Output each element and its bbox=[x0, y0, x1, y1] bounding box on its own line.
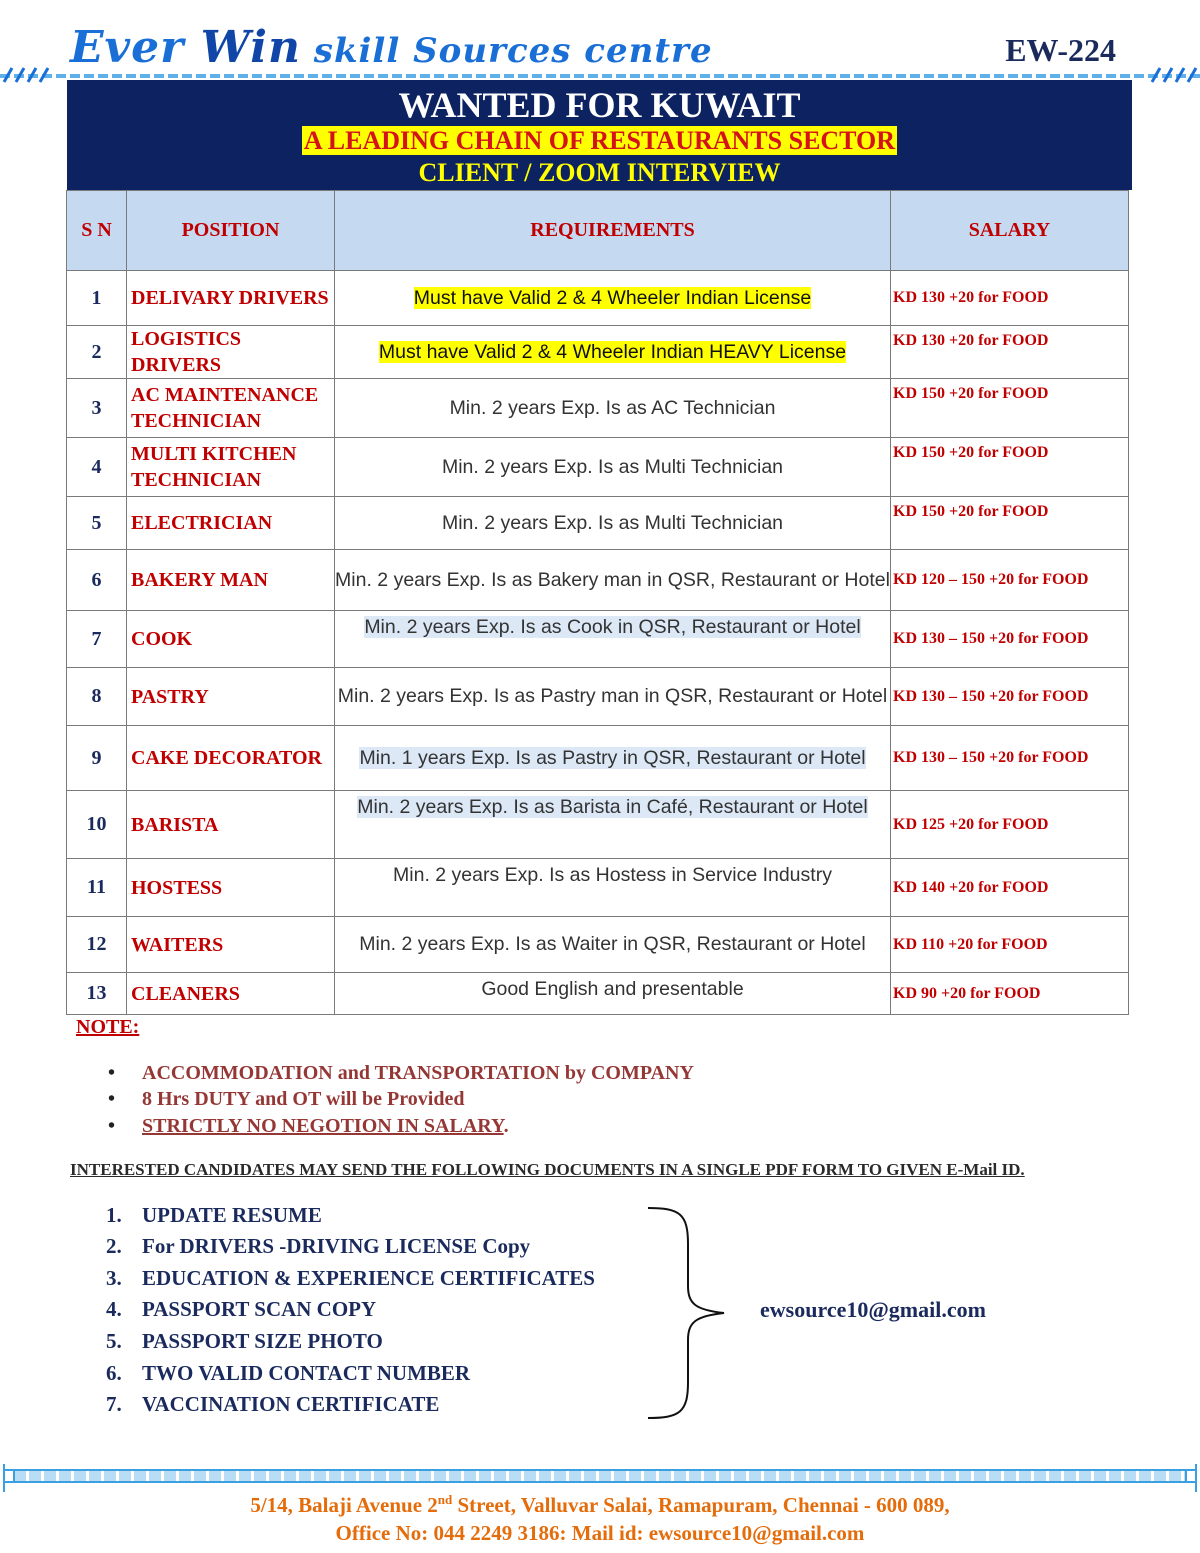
row-sn: 8 bbox=[67, 668, 127, 726]
row-sn: 5 bbox=[67, 497, 127, 550]
list-item bbox=[106, 1361, 470, 1386]
table-row bbox=[67, 611, 1129, 668]
table-row bbox=[67, 726, 1129, 791]
row-requirements: Min. 2 years Exp. Is as Hostess in Service Industry bbox=[335, 859, 891, 917]
table-row bbox=[67, 497, 1129, 550]
row-position: WAITERS bbox=[127, 917, 335, 973]
row-salary: KD 110 +20 for FOOD bbox=[891, 917, 1129, 973]
row-salary: KD 130 +20 for FOOD bbox=[891, 326, 1129, 379]
table-row bbox=[67, 550, 1129, 611]
list-text: PASSPORT SIZE PHOTO bbox=[142, 1329, 383, 1353]
list-number: 6. bbox=[106, 1361, 122, 1385]
address-part: 5/14, Balaji Avenue 2 bbox=[250, 1493, 438, 1517]
row-sn: 7 bbox=[67, 611, 127, 668]
job-code: EW-224 bbox=[1005, 32, 1116, 68]
bullet-icon: • bbox=[108, 1115, 116, 1137]
table-row bbox=[67, 973, 1129, 1015]
row-salary: KD 125 +20 for FOOD bbox=[891, 791, 1129, 859]
table-row bbox=[67, 917, 1129, 973]
office-line: Office No: 044 2249 3186: Mail id: ewsource10@gmail.com bbox=[335, 1521, 865, 1545]
row-requirements-text: Must have Valid 2 & 4 Wheeler Indian License bbox=[413, 286, 812, 309]
note-label: NOTE: bbox=[76, 1016, 140, 1038]
row-requirements bbox=[335, 726, 891, 791]
row-salary: KD 150 +20 for FOOD bbox=[891, 438, 1129, 497]
list-item bbox=[106, 1329, 383, 1354]
list-number: 2. bbox=[106, 1234, 122, 1258]
list-item bbox=[106, 1392, 439, 1417]
row-sn: 2 bbox=[67, 326, 127, 379]
row-requirements: Min. 2 years Exp. Is as Waiter in QSR, Restaurant or Hotel bbox=[335, 917, 891, 973]
header-salary: SALARY bbox=[891, 191, 1129, 271]
row-requirements bbox=[335, 326, 891, 379]
row-position: CAKE DECORATOR bbox=[127, 726, 335, 791]
row-sn: 11 bbox=[67, 859, 127, 917]
list-number: 4. bbox=[106, 1297, 122, 1321]
row-position: ELECTRICIAN bbox=[127, 497, 335, 550]
list-text: For DRIVERS -DRIVING LICENSE Copy bbox=[142, 1234, 531, 1258]
row-sn: 6 bbox=[67, 550, 127, 611]
bullet-icon: • bbox=[108, 1062, 116, 1084]
note-text: 8 Hrs DUTY and OT will be Provided bbox=[142, 1088, 465, 1110]
list-number: 7. bbox=[106, 1392, 122, 1416]
row-requirements bbox=[335, 611, 891, 668]
row-salary: KD 130 – 150 +20 for FOOD bbox=[891, 726, 1129, 791]
list-text: VACCINATION CERTIFICATE bbox=[142, 1392, 440, 1416]
row-requirements: Min. 2 years Exp. Is as Pastry man in QSR, Restaurant or Hotel bbox=[335, 668, 891, 726]
row-sn: 10 bbox=[67, 791, 127, 859]
header-sn: S N bbox=[67, 191, 127, 271]
table-row bbox=[67, 379, 1129, 438]
brand-part-win: Win bbox=[200, 22, 301, 73]
note-suffix: . bbox=[503, 1115, 509, 1137]
row-position: BAKERY MAN bbox=[127, 550, 335, 611]
list-item bbox=[106, 1203, 322, 1228]
header-position: POSITION bbox=[127, 191, 335, 271]
brand-part-ever: Ever bbox=[70, 22, 201, 73]
list-item bbox=[106, 1266, 595, 1291]
jobs-table bbox=[66, 190, 1129, 1015]
list-item bbox=[106, 1234, 530, 1259]
row-requirements: Min. 2 years Exp. Is as AC Technician bbox=[335, 379, 891, 438]
note-text: ACCOMMODATION and TRANSPORTATION by COMPANY bbox=[142, 1062, 694, 1084]
row-requirements bbox=[335, 791, 891, 859]
list-text: UPDATE RESUME bbox=[142, 1203, 322, 1227]
row-salary: KD 130 – 150 +20 for FOOD bbox=[891, 611, 1129, 668]
table-row bbox=[67, 271, 1129, 326]
table-row bbox=[67, 668, 1129, 726]
contact-email[interactable]: ewsource10@gmail.com bbox=[760, 1297, 986, 1322]
row-salary: KD 150 +20 for FOOD bbox=[891, 497, 1129, 550]
row-sn: 13 bbox=[67, 973, 127, 1015]
instructions: INTERESTED CANDIDATES MAY SEND THE FOLLOWING DOCUMENTS IN A SINGLE PDF FORM TO GIVEN E-Mail ID. bbox=[70, 1160, 1025, 1179]
list-text: EDUCATION & EXPERIENCE CERTIFICATES bbox=[142, 1266, 595, 1290]
brand-part-rest: skill Sources centre bbox=[300, 31, 713, 71]
header-requirements: REQUIREMENTS bbox=[335, 191, 891, 271]
row-sn: 4 bbox=[67, 438, 127, 497]
row-requirements-text: Min. 2 years Exp. Is as Barista in Café, Restaurant or Hotel bbox=[357, 796, 868, 818]
row-salary: KD 140 +20 for FOOD bbox=[891, 859, 1129, 917]
list-text: PASSPORT SCAN COPY bbox=[142, 1297, 377, 1321]
row-position: DELIVARY DRIVERS bbox=[127, 271, 335, 326]
address-line bbox=[0, 1486, 1200, 1519]
row-position: MULTI KITCHEN TECHNICIAN bbox=[127, 438, 335, 497]
table-row bbox=[67, 859, 1129, 917]
row-position: LOGISTICS DRIVERS bbox=[127, 326, 335, 379]
title-banner bbox=[67, 80, 1132, 190]
banner-sector bbox=[67, 126, 1132, 156]
row-requirements: Good English and presentable bbox=[335, 973, 891, 1015]
note-item bbox=[108, 1115, 509, 1138]
row-salary: KD 130 +20 for FOOD bbox=[891, 271, 1129, 326]
table-row bbox=[67, 791, 1129, 859]
footer-address bbox=[0, 1486, 1200, 1547]
list-item bbox=[106, 1297, 376, 1322]
table-header-row bbox=[67, 191, 1129, 271]
row-position: AC MAINTENANCE TECHNICIAN bbox=[127, 379, 335, 438]
row-sn: 1 bbox=[67, 271, 127, 326]
table-row bbox=[67, 438, 1129, 497]
address-part: Street, Valluvar Salai, Ramapuram, Chennai - 600 089, bbox=[452, 1493, 950, 1517]
row-salary: KD 120 – 150 +20 for FOOD bbox=[891, 550, 1129, 611]
table-row bbox=[67, 326, 1129, 379]
row-position: HOSTESS bbox=[127, 859, 335, 917]
row-salary: KD 130 – 150 +20 for FOOD bbox=[891, 668, 1129, 726]
row-requirements-text: Min. 2 years Exp. Is as Cook in QSR, Restaurant or Hotel bbox=[364, 616, 861, 638]
row-requirements: Min. 2 years Exp. Is as Bakery man in QSR, Restaurant or Hotel bbox=[335, 550, 891, 611]
curly-brace-icon bbox=[640, 1204, 740, 1422]
note-item bbox=[108, 1062, 694, 1085]
bullet-icon: • bbox=[108, 1088, 116, 1110]
row-salary: KD 150 +20 for FOOD bbox=[891, 379, 1129, 438]
banner-interview: CLIENT / ZOOM INTERVIEW bbox=[418, 158, 781, 187]
row-requirements: Min. 2 years Exp. Is as Multi Technician bbox=[335, 438, 891, 497]
address-superscript: nd bbox=[437, 1492, 453, 1507]
row-requirements-text: Min. 1 years Exp. Is as Pastry in QSR, Restaurant or Hotel bbox=[359, 746, 866, 769]
list-text: TWO VALID CONTACT NUMBER bbox=[142, 1361, 471, 1385]
row-sn: 9 bbox=[67, 726, 127, 791]
note-text: STRICTLY NO NEGOTION IN SALARY bbox=[142, 1115, 504, 1137]
list-number: 5. bbox=[106, 1329, 122, 1353]
row-position: CLEANERS bbox=[127, 973, 335, 1015]
row-requirements: Min. 2 years Exp. Is as Multi Technician bbox=[335, 497, 891, 550]
banner-title: WANTED FOR KUWAIT bbox=[398, 85, 801, 125]
row-position: COOK bbox=[127, 611, 335, 668]
row-position: PASTRY bbox=[127, 668, 335, 726]
note-item bbox=[108, 1088, 464, 1111]
banner-sector-text: A LEADING CHAIN OF RESTAURANTS SECTOR bbox=[303, 126, 896, 155]
row-sn: 3 bbox=[67, 379, 127, 438]
row-requirements-text: Must have Valid 2 & 4 Wheeler Indian HEAVY License bbox=[378, 340, 847, 363]
row-salary: KD 90 +20 for FOOD bbox=[891, 973, 1129, 1015]
row-requirements bbox=[335, 271, 891, 326]
list-number: 1. bbox=[106, 1203, 122, 1227]
row-sn: 12 bbox=[67, 917, 127, 973]
list-number: 3. bbox=[106, 1266, 122, 1290]
row-position: BARISTA bbox=[127, 791, 335, 859]
